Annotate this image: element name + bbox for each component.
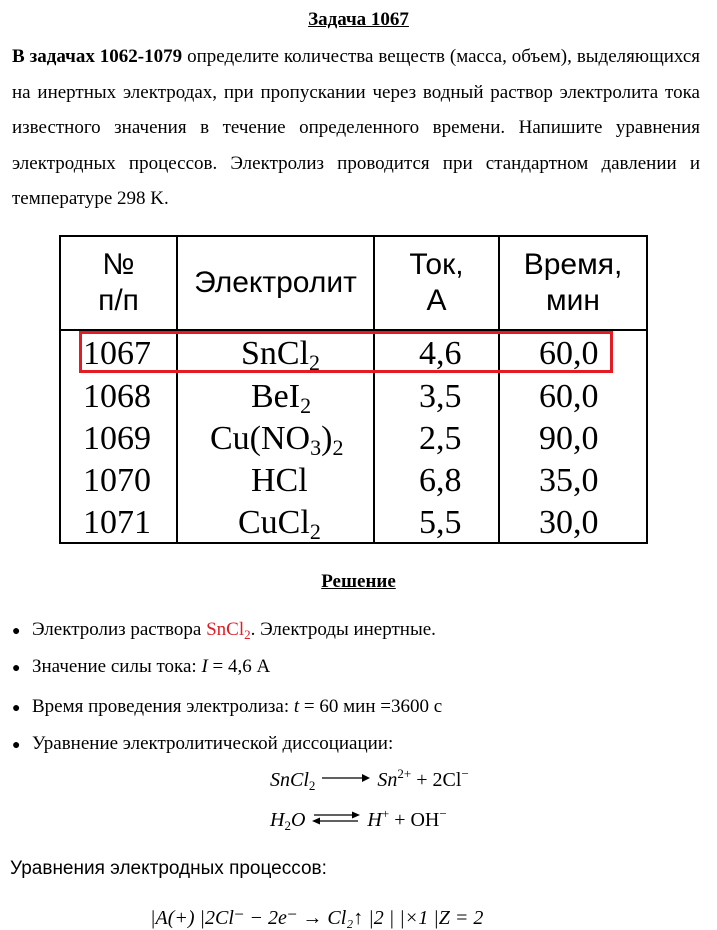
bullet-dot: ●	[12, 661, 21, 676]
equation-dissociation-2: $H_2O$ H+ + OH−	[270, 806, 447, 833]
solution-title: Решение	[321, 571, 396, 592]
bullet-time: ● Время проведения электролиза: t = 60 мин =3600 с	[12, 696, 443, 717]
table-row: 1067 SnCl$_2$ 4,6 60,0	[83, 335, 599, 375]
bullet-dot: ●	[12, 701, 21, 716]
equilibrium-arrow-icon	[310, 811, 362, 825]
page-title: Задача 1067	[308, 9, 409, 30]
problem-statement	[12, 39, 700, 217]
header-number: № п/п	[98, 248, 139, 317]
table-row: 1069 $Cu(NO_3)_2$ 2,5 90,0	[83, 420, 599, 460]
header-electrolyte: Электролит	[194, 266, 357, 299]
problem-text: определите количества веществ (масса, объем), выделяющихся на инертных электродах, при пропускании через водный раствор электролита тока известного значения в течение определенного времени. Напишите уравнения электродных процессов. Электролиз проводится при стандартном давлении и температуре 298 K.	[12, 46, 700, 209]
table-row: 1071 CuCl$_2$ 5,5 30,0	[83, 504, 599, 544]
bullet-dot: ●	[12, 624, 21, 639]
equation-dissociation-1: SnCl$_2$ $Sn^{2+} + 2Cl^-$	[270, 766, 469, 793]
data-table	[59, 235, 648, 544]
table-row: 1070 HCl 6,8 35,0	[83, 462, 599, 499]
bullet-electrolysis: ● Электролиз раствора SnCl$_2$. Электроды инертные.	[12, 619, 436, 642]
highlight-box	[79, 331, 613, 373]
electrode-heading: Уравнения электродных процессов:	[10, 858, 327, 879]
problem-range: В задачах 1062-1079	[12, 46, 183, 67]
arrow-right-icon	[320, 772, 372, 784]
electrode-equation-partial: |A(+) |2Cl⁻ − 2e⁻ → Cl₂↑ |2 | |×1 |Z = 2	[150, 907, 484, 929]
bullet-current: ● Значение силы тока: I = 4,6 А	[12, 656, 271, 677]
header-current: Ток, А	[409, 248, 464, 317]
bullet-dot: ●	[12, 738, 21, 753]
bullet-dissociation: ● Уравнение электролитической диссоциации:	[12, 733, 394, 754]
header-time: Время, мин	[523, 248, 623, 317]
table-row: 1068 BeI$_2$ 3,5 60,0	[83, 378, 599, 418]
